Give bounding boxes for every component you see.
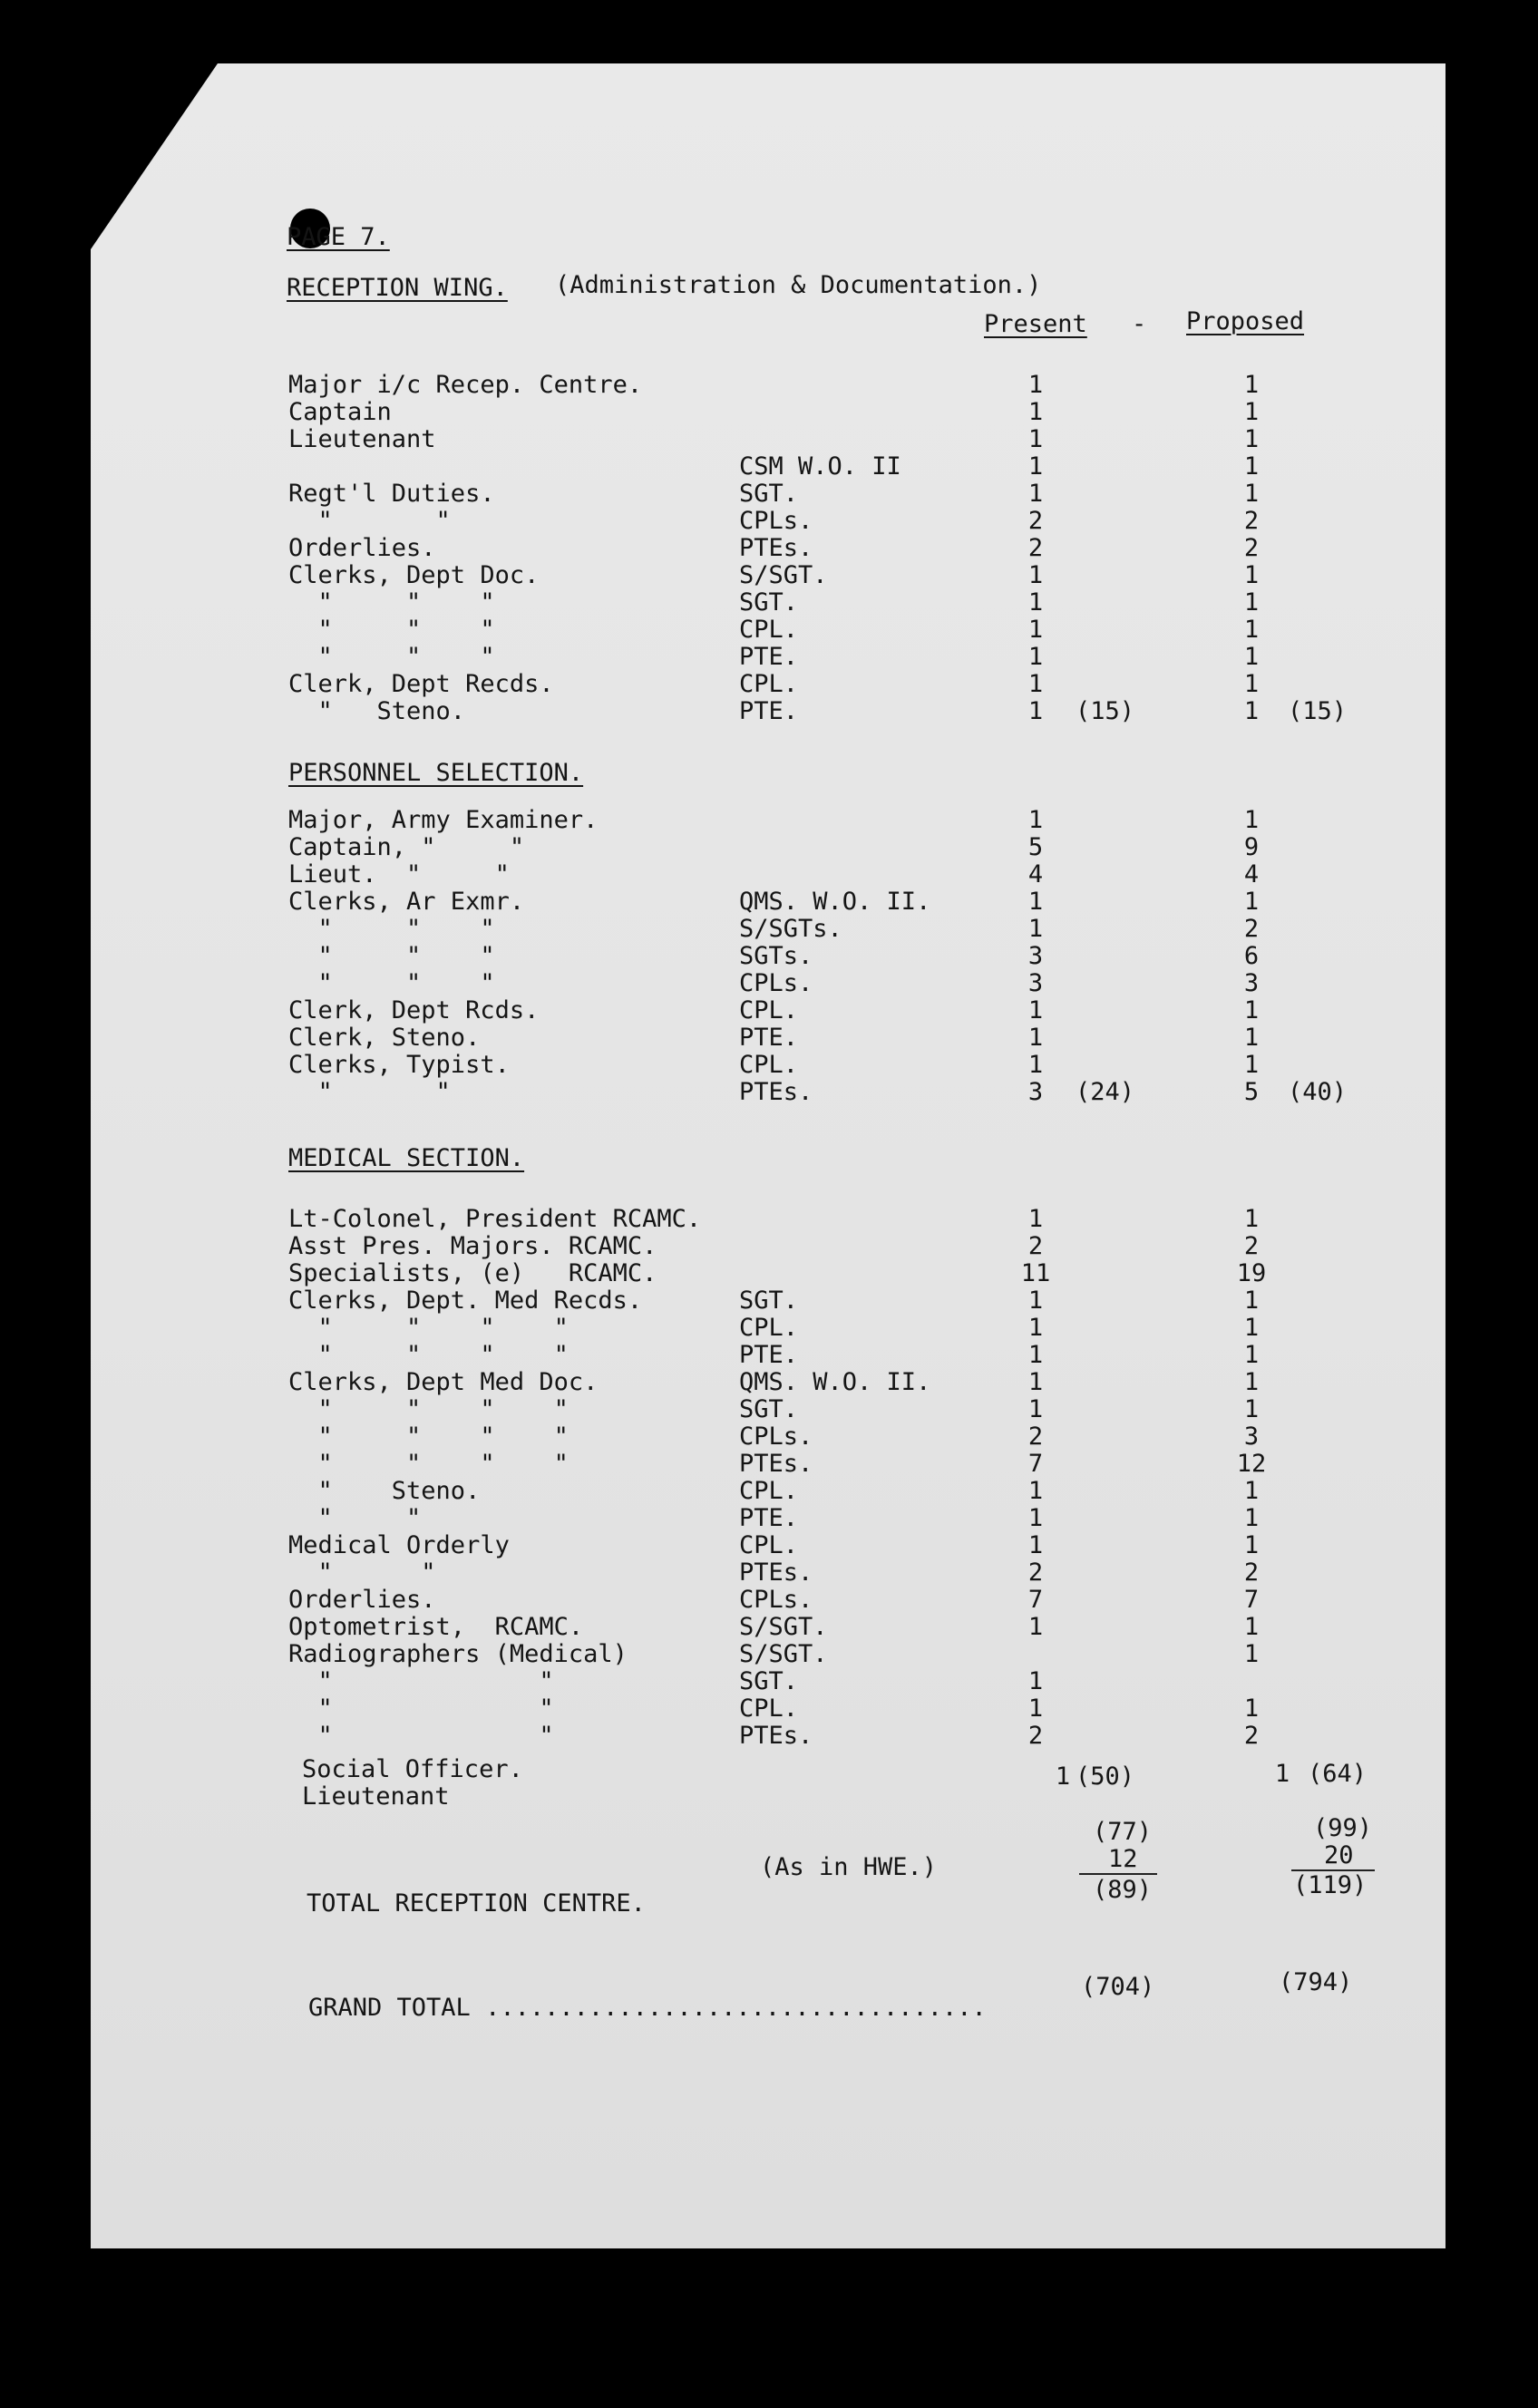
row-post: Medical Orderly	[288, 1531, 510, 1559]
row-present-count: 1	[1027, 371, 1044, 399]
row-proposed-count: 1	[1243, 1694, 1260, 1723]
row-present-count: 1	[1027, 697, 1044, 725]
row-present-count: 1	[1027, 1341, 1044, 1369]
row-rank: PTE.	[739, 1024, 799, 1052]
total-proposed: (119)	[1293, 1871, 1368, 1899]
row-post: " Steno.	[288, 1477, 481, 1505]
column-header-proposed: Proposed	[1186, 307, 1305, 335]
social-proposed-count: 1	[1274, 1760, 1290, 1788]
social-present-count: 1	[1055, 1762, 1071, 1791]
row-proposed-count: 1	[1243, 643, 1260, 671]
row-present-count: 1	[1027, 588, 1044, 617]
total-reception-centre-label: TOTAL RECEPTION CENTRE.	[307, 1889, 646, 1918]
row-present-count: 1	[1027, 1024, 1044, 1052]
row-present-count: 1	[1027, 1694, 1044, 1723]
row-post: " "	[288, 1667, 554, 1695]
section-title: PERSONNEL SELECTION.	[288, 759, 584, 787]
row-present-count: 4	[1027, 860, 1044, 888]
row-rank: CPL.	[739, 1051, 799, 1079]
row-rank: CPL.	[739, 996, 799, 1024]
hwe-proposed: 20	[1324, 1841, 1354, 1869]
section-proposed-total: (15)	[1288, 697, 1348, 725]
grand-total-proposed: (794)	[1279, 1968, 1353, 1996]
row-present-count: 3	[1027, 1078, 1044, 1106]
row-post: " "	[288, 507, 451, 535]
row-post: Clerks, Typist.	[288, 1051, 510, 1079]
row-proposed-count: 19	[1236, 1259, 1267, 1287]
row-proposed-count: 2	[1243, 915, 1260, 943]
row-post: " " "	[288, 915, 495, 943]
row-present-count: 2	[1027, 1232, 1044, 1260]
row-present-count: 1	[1027, 561, 1044, 589]
social-proposed-total: (64)	[1308, 1760, 1368, 1788]
row-post: " " " "	[288, 1450, 569, 1478]
row-rank: PTEs.	[739, 1078, 813, 1106]
row-proposed-count: 1	[1243, 1287, 1260, 1315]
section-proposed-total: (40)	[1288, 1078, 1348, 1106]
row-present-count: 1	[1027, 806, 1044, 834]
column-header-separator: -	[1132, 310, 1147, 338]
row-rank: QMS. W.O. II.	[739, 1368, 931, 1396]
row-rank: S/SGT.	[739, 1640, 828, 1668]
row-post: " " "	[288, 616, 495, 644]
hwe-label: (As in HWE.)	[760, 1853, 938, 1881]
row-rank: PTEs.	[739, 1450, 813, 1478]
row-present-count: 1	[1027, 1395, 1044, 1423]
row-post: " " "	[288, 588, 495, 617]
row-post: Orderlies.	[288, 1586, 436, 1614]
row-post: " " "	[288, 942, 495, 970]
row-proposed-count: 1	[1243, 1314, 1260, 1342]
row-post: " Steno.	[288, 697, 466, 725]
section-present-total: (24)	[1076, 1078, 1135, 1106]
row-post: Clerk, Steno.	[288, 1024, 481, 1052]
row-present-count: 1	[1027, 1504, 1044, 1532]
row-proposed-count: 1	[1243, 616, 1260, 644]
row-post: Lieut. " "	[288, 860, 510, 888]
row-proposed-count: 4	[1243, 860, 1260, 888]
row-rank: PTE.	[739, 643, 799, 671]
row-present-count: 1	[1027, 996, 1044, 1024]
row-present-count: 2	[1027, 1558, 1044, 1587]
row-rank: QMS. W.O. II.	[739, 888, 931, 916]
row-post: Regt'l Duties.	[288, 480, 495, 508]
row-post: Clerks, Dept Doc.	[288, 561, 540, 589]
row-rank: CPLs.	[739, 1586, 813, 1614]
row-rank: PTEs.	[739, 534, 813, 562]
row-proposed-count: 1	[1243, 1640, 1260, 1668]
row-proposed-count: 5	[1243, 1078, 1260, 1106]
row-present-count: 1	[1027, 1051, 1044, 1079]
row-present-count: 1	[1027, 1205, 1044, 1233]
row-present-count: 2	[1027, 507, 1044, 535]
row-post: Clerks, Dept. Med Recds.	[288, 1287, 643, 1315]
row-present-count: 7	[1027, 1450, 1044, 1478]
row-proposed-count: 12	[1236, 1450, 1267, 1478]
row-present-count: 1	[1027, 1667, 1044, 1695]
row-present-count: 1	[1027, 1477, 1044, 1505]
row-post: Orderlies.	[288, 534, 436, 562]
total-present: (89)	[1093, 1876, 1153, 1904]
row-present-count: 2	[1027, 1722, 1044, 1750]
row-rank: CPL.	[739, 616, 799, 644]
row-proposed-count: 1	[1243, 888, 1260, 916]
row-proposed-count: 2	[1243, 1558, 1260, 1587]
row-proposed-count: 1	[1243, 425, 1260, 453]
row-present-count: 1	[1027, 616, 1044, 644]
row-proposed-count: 1	[1243, 561, 1260, 589]
row-proposed-count: 1	[1243, 1613, 1260, 1641]
row-rank: CPL.	[739, 1477, 799, 1505]
row-present-count: 1	[1027, 1314, 1044, 1342]
row-post: " "	[288, 1558, 436, 1587]
row-present-count: 1	[1027, 398, 1044, 426]
row-proposed-count: 1	[1243, 670, 1260, 698]
subtotal-present: (77)	[1093, 1818, 1153, 1846]
row-post: Major i/c Recep. Centre.	[288, 371, 643, 399]
sum-rule-present	[1079, 1873, 1157, 1875]
row-proposed-count: 1	[1243, 806, 1260, 834]
row-rank: CPL.	[739, 1531, 799, 1559]
column-header-present: Present	[984, 310, 1087, 338]
row-post: Clerks, Dept Med Doc.	[288, 1368, 599, 1396]
section-subtitle: (Administration & Documentation.)	[555, 271, 1042, 299]
row-present-count: 1	[1027, 888, 1044, 916]
row-proposed-count: 2	[1243, 1722, 1260, 1750]
row-present-count: 1	[1027, 1368, 1044, 1396]
row-post: Specialists, (e) RCAMC.	[288, 1259, 657, 1287]
row-rank: PTEs.	[739, 1722, 813, 1750]
row-proposed-count: 3	[1243, 1422, 1260, 1451]
row-present-count: 1	[1027, 915, 1044, 943]
row-rank: CPLs.	[739, 969, 813, 997]
row-post: Radiographers (Medical)	[288, 1640, 628, 1668]
row-proposed-count: 2	[1243, 507, 1260, 535]
row-proposed-count: 1	[1243, 1051, 1260, 1079]
row-proposed-count: 1	[1243, 452, 1260, 481]
social-officer-rank: Lieutenant	[302, 1782, 450, 1811]
row-post: " "	[288, 1722, 554, 1750]
row-rank: SGT.	[739, 1287, 799, 1315]
row-rank: PTEs.	[739, 1558, 813, 1587]
row-post: " "	[288, 1078, 451, 1106]
row-proposed-count: 1	[1243, 371, 1260, 399]
row-rank: SGT.	[739, 588, 799, 617]
row-rank: S/SGT.	[739, 561, 828, 589]
section-title: MEDICAL SECTION.	[288, 1144, 525, 1172]
grand-total-label: GRAND TOTAL ..................................	[308, 1994, 987, 2022]
row-proposed-count: 1	[1243, 996, 1260, 1024]
row-post: Captain, " "	[288, 833, 525, 861]
row-rank: CSM W.O. II	[739, 452, 901, 481]
row-proposed-count: 1	[1243, 398, 1260, 426]
subtotal-proposed: (99)	[1313, 1814, 1373, 1842]
row-rank: CPLs.	[739, 507, 813, 535]
row-rank: S/SGTs.	[739, 915, 842, 943]
row-post: " "	[288, 1694, 554, 1723]
row-rank: PTE.	[739, 1504, 799, 1532]
row-post: Lt-Colonel, President RCAMC.	[288, 1205, 702, 1233]
row-rank: PTE.	[739, 1341, 799, 1369]
row-proposed-count: 1	[1243, 697, 1260, 725]
row-proposed-count: 1	[1243, 1024, 1260, 1052]
row-present-count: 1	[1027, 1287, 1044, 1315]
row-rank: SGT.	[739, 1667, 799, 1695]
row-present-count: 2	[1027, 1422, 1044, 1451]
row-proposed-count: 1	[1243, 1477, 1260, 1505]
row-post: Optometrist, RCAMC.	[288, 1613, 584, 1641]
row-present-count: 1	[1027, 425, 1044, 453]
row-present-count: 1	[1027, 1613, 1044, 1641]
row-proposed-count: 1	[1243, 588, 1260, 617]
row-present-count: 11	[1020, 1259, 1051, 1287]
row-proposed-count: 9	[1243, 833, 1260, 861]
row-post: " " "	[288, 969, 495, 997]
social-officer-label: Social Officer.	[302, 1755, 523, 1783]
row-rank: SGT.	[739, 480, 799, 508]
section-present-total: (15)	[1076, 697, 1135, 725]
row-rank: CPL.	[739, 1694, 799, 1723]
social-present-total: (50)	[1076, 1762, 1135, 1791]
row-present-count: 7	[1027, 1586, 1044, 1614]
row-proposed-count: 2	[1243, 1232, 1260, 1260]
row-post: Lieutenant	[288, 425, 436, 453]
row-post: Clerk, Dept Recds.	[288, 670, 554, 698]
row-proposed-count: 1	[1243, 1341, 1260, 1369]
row-present-count: 5	[1027, 833, 1044, 861]
row-rank: S/SGT.	[739, 1613, 828, 1641]
row-proposed-count: 1	[1243, 1504, 1260, 1532]
row-post: " "	[288, 1504, 422, 1532]
row-present-count: 1	[1027, 480, 1044, 508]
row-proposed-count: 1	[1243, 1395, 1260, 1423]
row-proposed-count: 3	[1243, 969, 1260, 997]
row-post: " " " "	[288, 1422, 569, 1451]
row-proposed-count: 1	[1243, 1205, 1260, 1233]
row-present-count: 1	[1027, 670, 1044, 698]
row-post: " " " "	[288, 1314, 569, 1342]
row-rank: SGT.	[739, 1395, 799, 1423]
row-post: Clerk, Dept Rcds.	[288, 996, 540, 1024]
row-proposed-count: 1	[1243, 1531, 1260, 1559]
section-title-reception-wing: RECEPTION WING.	[287, 274, 508, 302]
row-present-count: 1	[1027, 452, 1044, 481]
row-rank: CPL.	[739, 670, 799, 698]
row-rank: SGTs.	[739, 942, 813, 970]
row-proposed-count: 2	[1243, 534, 1260, 562]
grand-total-present: (704)	[1081, 1973, 1155, 2001]
page-label: PAGE 7.	[287, 223, 390, 251]
hwe-present: 12	[1108, 1845, 1138, 1873]
row-proposed-count: 7	[1243, 1586, 1260, 1614]
row-present-count: 1	[1027, 1531, 1044, 1559]
row-proposed-count: 1	[1243, 1368, 1260, 1396]
row-post: Clerks, Ar Exmr.	[288, 888, 525, 916]
row-post: " " " "	[288, 1341, 569, 1369]
row-rank: CPLs.	[739, 1422, 813, 1451]
row-post: " " " "	[288, 1395, 569, 1423]
row-present-count: 2	[1027, 534, 1044, 562]
row-post: Major, Army Examiner.	[288, 806, 599, 834]
row-post: " " "	[288, 643, 495, 671]
row-rank: PTE.	[739, 697, 799, 725]
row-present-count: 1	[1027, 643, 1044, 671]
row-post: Asst Pres. Majors. RCAMC.	[288, 1232, 657, 1260]
row-present-count: 3	[1027, 942, 1044, 970]
row-present-count: 3	[1027, 969, 1044, 997]
row-proposed-count: 6	[1243, 942, 1260, 970]
row-proposed-count: 1	[1243, 480, 1260, 508]
row-rank: CPL.	[739, 1314, 799, 1342]
row-post: Captain	[288, 398, 392, 426]
